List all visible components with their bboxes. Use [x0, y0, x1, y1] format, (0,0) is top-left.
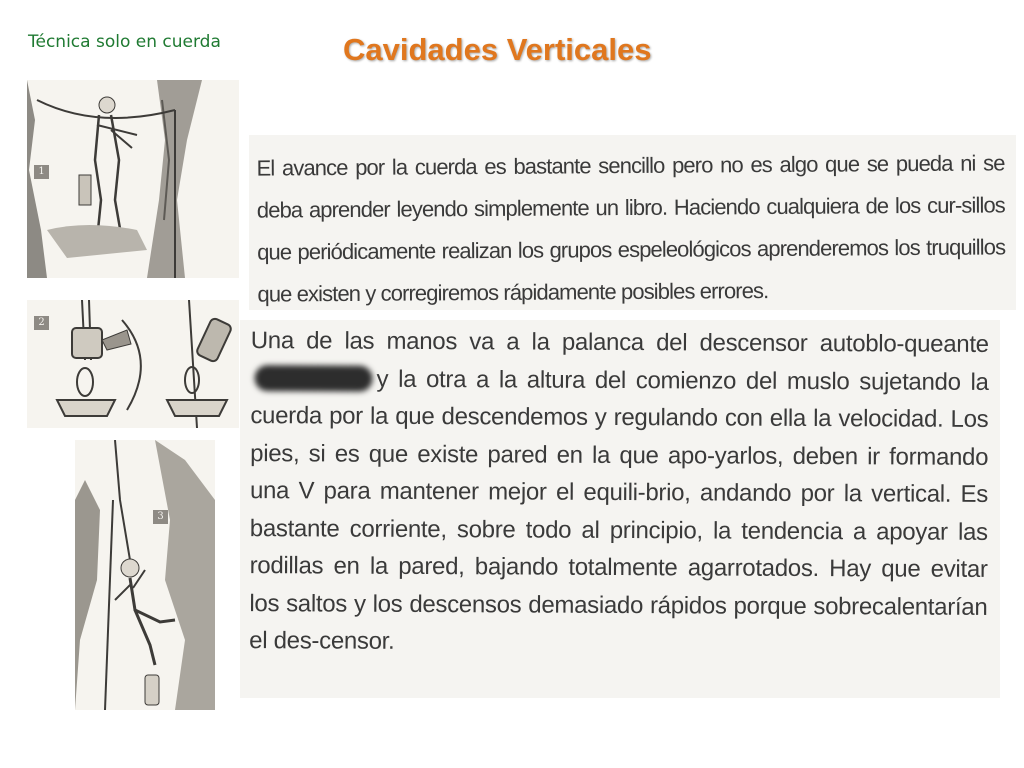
- illustration-3: [75, 440, 215, 710]
- illustration-1: [27, 80, 239, 278]
- slide-subtitle: Técnica solo en cuerda: [28, 32, 221, 52]
- figure-label-3: 3: [153, 510, 168, 524]
- paragraph-2-end: y la otra a la altura del comienzo del muslo sujetando la cuerda por la que descendemos y regulando con ella la velocidad. Los pies, si es que existe pared en la que apo-yarlos, deben ir formando una V para mantener mejor el equili-brio, andando por la vertical. Es bastante corriente, sobre todo al principio, la tendencia a apoyar las rodillas en la pared, bajando totalmente agarrotados. Hay que evitar los saltos y los descensos demasiado rápidos porque sobrecalentarían el des-censor.: [249, 365, 989, 655]
- scanned-text-block-1: [249, 135, 1016, 310]
- illustration-2: [27, 300, 239, 428]
- scanned-text-block-2: [240, 320, 1000, 698]
- redaction-blot: [255, 365, 373, 392]
- figure-label-2: 2: [34, 316, 49, 330]
- paragraph-2: [249, 322, 989, 663]
- slide-title: Cavidades Verticales: [343, 32, 652, 67]
- figure-label-1: 1: [34, 165, 49, 179]
- paragraph-2-start: Una de las manos va a la palanca del descensor autoblo-queante: [250, 327, 989, 358]
- paragraph-1: El avance por la cuerda es bastante sencillo pero no es algo que se pueda ni se deba aprender leyendo simplemente un libro. Haciendo cualquiera de los cur-sillos que periódicamente realizan los grupos espeleológicos aprenderemos los truquillos que existen y corregiremos rápidamente posibles errores.: [256, 150, 1006, 307]
